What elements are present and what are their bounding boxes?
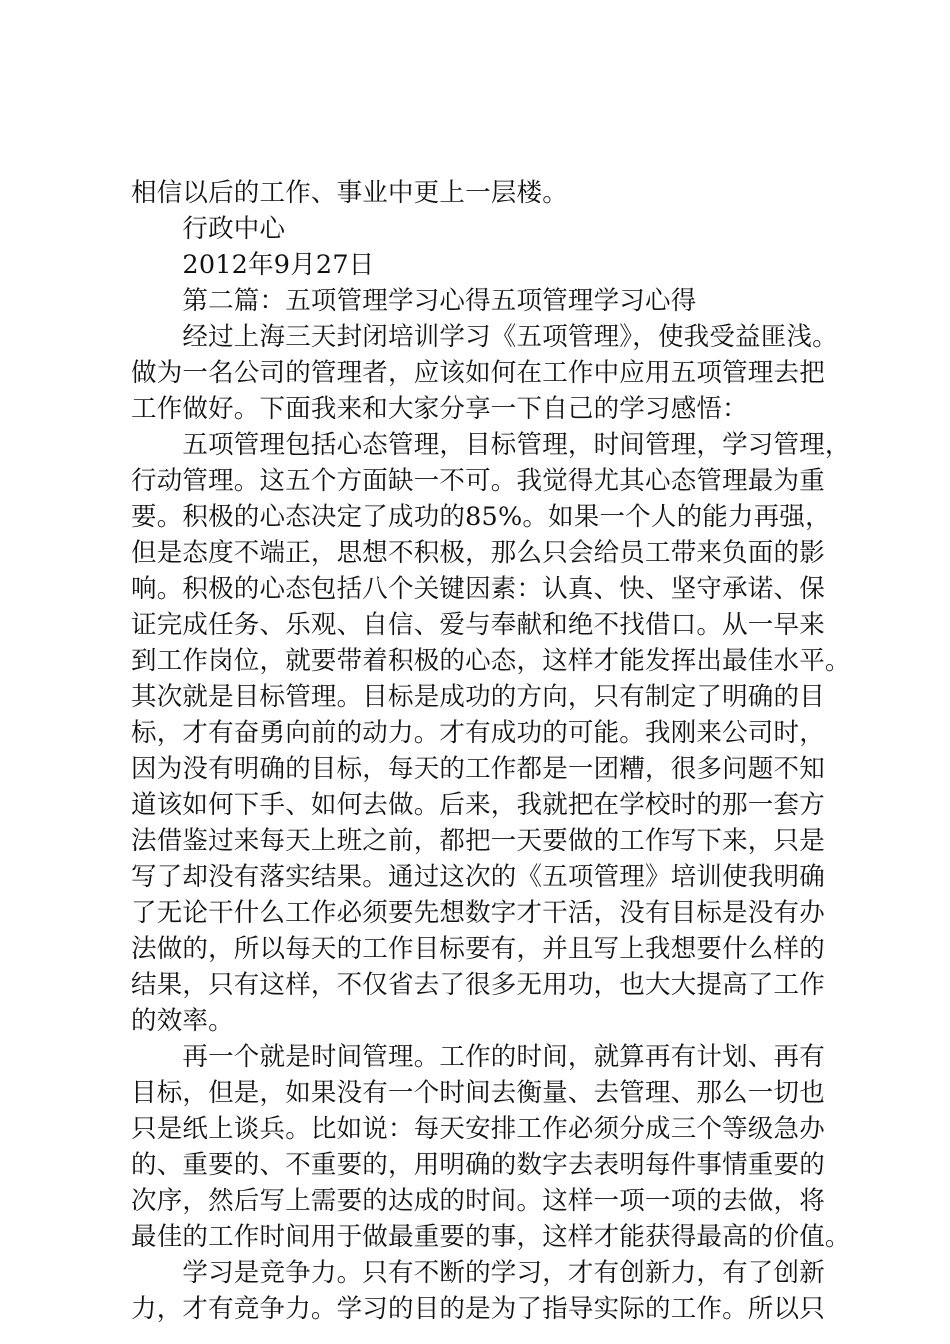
text-line: 行政中心 <box>131 214 286 244</box>
text-line: 标，才有奋勇向前的动力。才有成功的可能。我刚来公司时， <box>131 718 825 748</box>
text-line: 证完成任务、乐观、自信、爱与奉献和绝不找借口。从一早来 <box>131 610 825 640</box>
text-line: 法做的，所以每天的工作目标要有，并且写上我想要什么样的 <box>131 934 825 964</box>
text-line: 只是纸上谈兵。比如说：每天安排工作必须分成三个等级急办 <box>131 1114 825 1144</box>
text-line: 响。积极的心态包括八个关键因素：认真、快、坚守承诺、保 <box>131 574 825 604</box>
text-line: 工作做好。下面我来和大家分享一下自己的学习感悟： <box>131 394 748 424</box>
text-line: 因为没有明确的目标，每天的工作都是一团糟，很多问题不知 <box>131 754 825 784</box>
text-line: 的、重要的、不重要的，用明确的数字去表明每件事情重要的 <box>131 1150 825 1180</box>
text-line: 目标，但是，如果没有一个时间去衡量、去管理、那么一切也 <box>131 1078 825 1108</box>
text-line: 行动管理。这五个方面缺一不可。我觉得尤其心态管理最为重 <box>131 466 825 496</box>
text-line: 相信以后的工作、事业中更上一层楼。 <box>131 178 568 208</box>
text-line: 力，才有竞争力。学习的目的是为了指导实际的工作。所以只 <box>131 1294 825 1324</box>
text-line: 但是态度不端正，思想不积极，那么只会给员工带来负面的影 <box>131 538 825 568</box>
text-line: 到工作岗位，就要带着积极的心态，这样才能发挥出最佳水平。 <box>131 646 851 676</box>
text-line: 其次就是目标管理。目标是成功的方向，只有制定了明确的目 <box>131 682 825 712</box>
text-line: 次序，然后写上需要的达成的时间。这样一项一项的去做，将 <box>131 1186 825 1216</box>
text-line: 2012年9月27日 <box>131 250 375 280</box>
text-line: 道该如何下手、如何去做。后来，我就把在学校时的那一套方 <box>131 790 825 820</box>
text-line: 的效率。 <box>131 1006 234 1036</box>
text-line: 了无论干什么工作必须要先想数字才干活，没有目标是没有办 <box>131 898 825 928</box>
text-line: 结果，只有这样，不仅省去了很多无用功，也大大提高了工作 <box>131 970 825 1000</box>
text-line: 经过上海三天封闭培训学习《五项管理》，使我受益匪浅。 <box>131 322 838 352</box>
text-line: 五项管理包括心态管理，目标管理，时间管理，学习管理， <box>131 430 851 460</box>
text-line: 做为一名公司的管理者，应该如何在工作中应用五项管理去把 <box>131 358 825 388</box>
section-title: 第二篇：五项管理学习心得五项管理学习心得 <box>131 286 697 316</box>
text-line: 写了却没有落实结果。通过这次的《五项管理》培训使我明确 <box>131 862 825 892</box>
text-line: 要。积极的心态决定了成功的85%。如果一个人的能力再强， <box>131 502 831 532</box>
text-line: 学习是竞争力。只有不断的学习，才有创新力，有了创新 <box>131 1258 825 1288</box>
text-line: 再一个就是时间管理。工作的时间，就算再有计划、再有 <box>131 1042 825 1072</box>
text-line: 法借鉴过来每天上班之前，都把一天要做的工作写下来，只是 <box>131 826 825 856</box>
text-line: 最佳的工作时间用于做最重要的事，这样才能获得最高的价值。 <box>131 1222 851 1252</box>
